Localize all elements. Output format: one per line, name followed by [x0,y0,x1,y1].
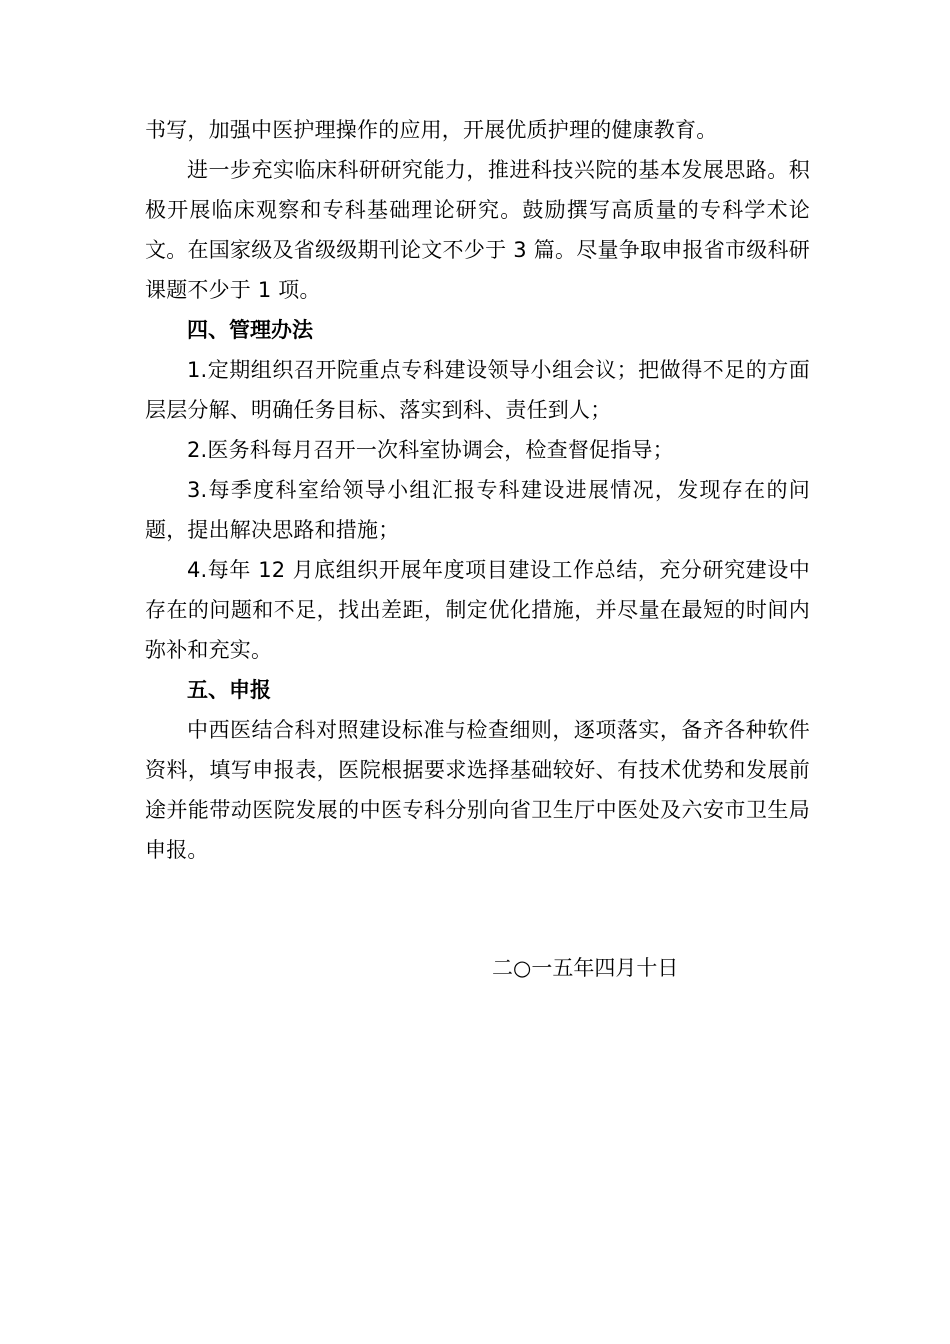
document-body [145,110,810,870]
paragraph-continuation: 书写，加强中医护理操作的应用，开展优质护理的健康教育。 [145,118,718,142]
section-heading-management: 四、管理办法 [187,318,313,342]
paragraph-research: 进一步充实临床科研研究能力，推进科技兴院的基本发展思路。积极开展临床观察和专科基础理论研究。鼓励撰写高质量的专科学术论文。在国家级及省级级期刊论文不少于 3 篇。尽量争取申报省市级科研课题不少于 1 项。 [145,158,810,302]
document-date: 二○一五年四月十日 [492,956,679,980]
section-heading-application: 五、申报 [187,678,271,702]
management-item-2: 2.医务科每月召开一次科室协调会，检查督促指导； [187,438,674,462]
management-item-4: 4.每年 12 月底组织开展年度项目建设工作总结，充分研究建设中存在的问题和不足，找出差距，制定优化措施，并尽量在最短的时间内弥补和充实。 [145,558,810,662]
management-item-3: 3.每季度科室给领导小组汇报专科建设进展情况，发现存在的问题，提出解决思路和措施； [145,478,810,542]
management-item-1: 1.定期组织召开院重点专科建设领导小组会议；把做得不足的方面层层分解、明确任务目标、落实到科、责任到人； [145,358,810,422]
application-paragraph: 中西医结合科对照建设标准与检查细则，逐项落实，备齐各种软件资料，填写申报表，医院根据要求选择基础较好、有技术优势和发展前途并能带动医院发展的中医专科分别向省卫生厅中医处及六安市卫生局申报。 [145,718,810,862]
